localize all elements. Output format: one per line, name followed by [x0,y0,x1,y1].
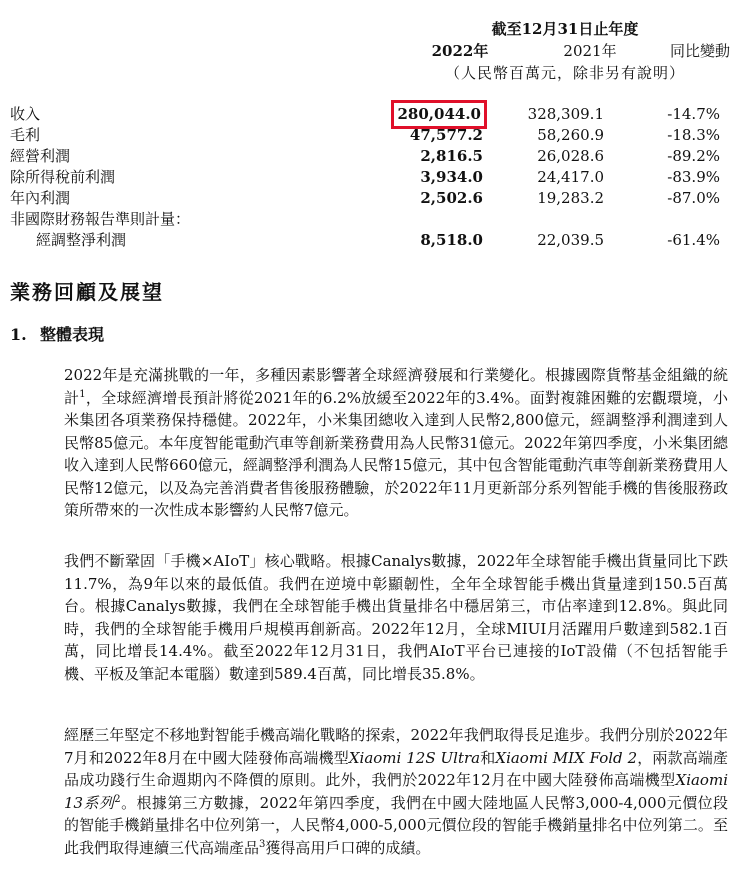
value-yoy: -18.3% [667,126,720,144]
paragraph-3 [64,724,728,859]
unit-note: （人民幣百萬元，除非另有說明） [444,64,685,82]
period-title: 截至12月31日止年度 [491,20,639,38]
value-2022: 47,577.2 [409,126,483,144]
subsection-title: 整體表現 [40,325,105,344]
table-row [10,230,730,251]
column-yoy: 同比變動 [669,42,730,60]
value-2022: 8,518.0 [420,231,483,249]
footnote-ref: 3 [259,838,266,850]
text-run: 和 [480,748,496,767]
value-2021: 19,283.2 [537,189,604,207]
column-2022: 2022年 [431,42,489,60]
column-2021: 2021年 [563,42,617,60]
value-yoy: -14.7% [667,105,720,123]
row-label: 經調整淨利潤 [36,231,127,249]
row-label: 經營利潤 [10,147,71,165]
row-label: 非國際財務報告準則計量： [10,210,191,228]
model-name: Xiaomi 12S Ultra [348,748,481,767]
text-run: 獲得高用戶口碑的成績。 [265,838,431,857]
table-row [10,209,730,230]
text-run: 。根據第三方數據，2022年第四季度，我們在中國大陸地區人民幣3,000-4,000元價位段的智能手機銷量排名中位列第一，人民幣4,000-5,000元價位段的智能手機銷量排名中位列第二。至此我們取得連續三代高端產品 [64,793,728,857]
value-yoy: -87.0% [667,189,720,207]
table-row [10,104,730,125]
subsection-number: 1. [10,325,27,344]
value-2021: 24,417.0 [537,168,604,186]
table-row [10,167,730,188]
value-2021: 26,028.6 [537,147,604,165]
row-label: 毛利 [10,126,41,144]
section-title: 業務回顧及展望 [10,280,164,304]
value-2021: 328,309.1 [527,105,604,123]
financial-table [10,104,730,251]
row-label: 收入 [10,105,41,123]
text-run: ，全球經濟增長預計將從2021年的6.2%放緩至2022年的3.4%。面對複雜困難的宏觀環境，小米集团各項業務保持穩健。2022年，小米集团總收入達到人民幣2,800億元，經調整淨利潤達到人民幣85億元。本年度智能電動汽車等創新業務費用為人民幣31億元。2022年第四季度，小米集团總收入達到人民幣660億元，經調整淨利潤為人民幣15億元，其中包含智能電動汽車等創新業務費用人民幣12億元，以及為完善消費者售後服務體驗，於2022年11月更新部分系列智能手機的售後服務政策所帶來的一次性成本影響約人民幣7億元。 [64,388,728,519]
row-label: 年內利潤 [10,189,71,207]
table-row [10,146,730,167]
paragraph-2: 我們不斷鞏固「手機×AIoT」核心戰略。根據Canalys數據，2022年全球智能手機出貨量同比下跌11.7%，為9年以來的最低值。我們在逆境中彰顯韌性，全年全球智能手機出貨量達到150.5百萬台。根據Canalys數據，我們在全球智能手機出貨量排名中穩居第三，市佔率達到12.8%。與此同時，我們的全球智能手機用戶規模再創新高。2022年12月，全球MIUI月活躍用戶數達到582.1百萬，同比增長14.4%。截至2022年12月31日，我們AIoT平台已連接的IoT設備（不包括智能手機、平板及筆記本電腦）數達到589.4百萬，同比增長35.8%。 [64,552,728,683]
table-row [10,125,730,146]
model-name: Xiaomi 13系列 [64,771,728,812]
value-2022: 2,502.6 [420,189,483,207]
value-2021: 22,039.5 [537,231,604,249]
paragraph-1 [64,364,728,522]
value-2022: 2,816.5 [420,147,483,165]
value-2022: 3,934.0 [420,168,483,186]
footnote-ref: 2 [114,793,121,805]
table-row [10,188,730,209]
text-run: 2022年是充滿挑戰的一年，多種因素影響著全球經濟發展和行業變化。根據國際貨幣基金組織的統計 [64,366,728,407]
value-2022-highlighted: 280,044.0 [397,105,481,123]
row-label: 除所得稅前利潤 [10,168,116,186]
value-yoy: -83.9% [667,168,720,186]
value-yoy: -89.2% [667,147,720,165]
subsection-heading [10,322,104,345]
text-run: ，兩款高端產品成功踐行生命週期內不降價的原則。此外，我們於2022年12月在中國大陸發佈高端機型 [64,748,728,789]
value-2021: 58,260.9 [537,126,604,144]
value-yoy: -61.4% [667,231,720,249]
footnote-ref: 1 [79,388,86,400]
text-run: 經歷三年堅定不移地對智能手機高端化戰略的探索，2022年我們取得長足進步。我們分別於2022年7月和2022年8月在中國大陸發佈高端機型 [64,726,728,767]
model-name: Xiaomi MIX Fold 2 [495,748,638,767]
